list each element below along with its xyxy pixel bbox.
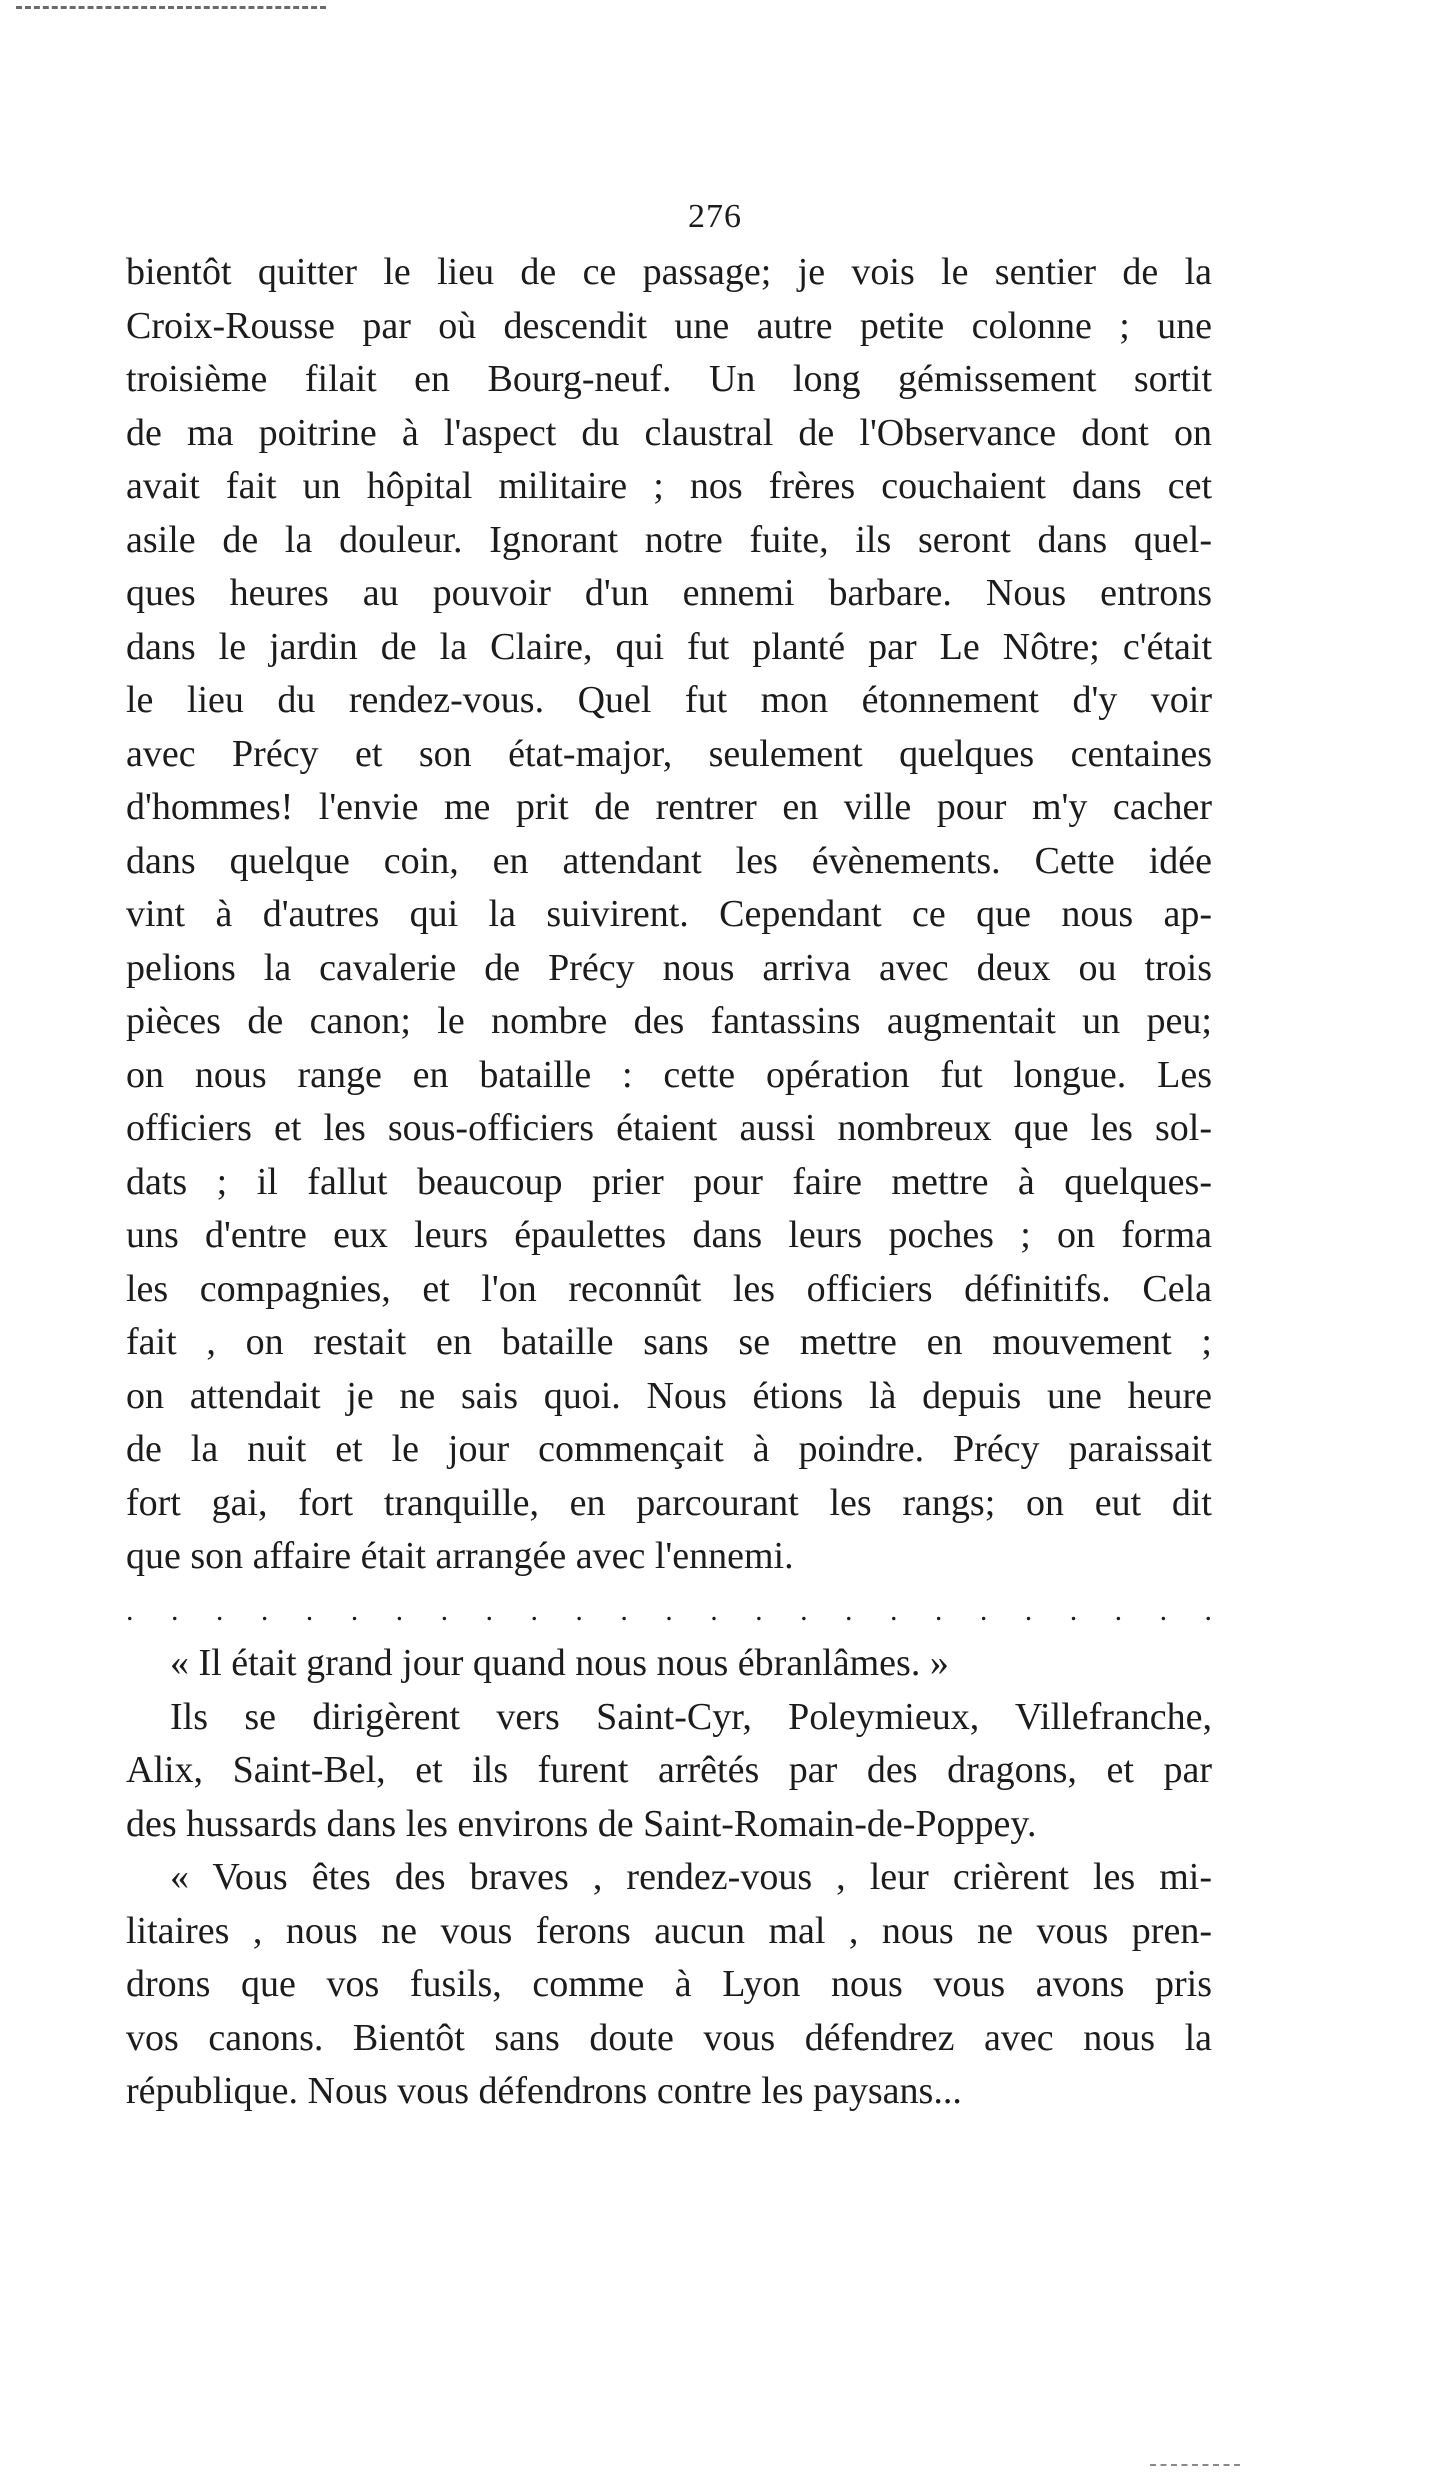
text-line: le lieu du rendez-vous. Quel fut mon étonnement d'y voir bbox=[126, 679, 1212, 721]
text-line: vint à d'autres qui la suivirent. Cependant ce que nous ap- bbox=[126, 893, 1212, 935]
text-line: république. Nous vous défendrons contre les paysans... bbox=[126, 2070, 962, 2112]
top-dashed-rule bbox=[16, 6, 326, 13]
text-line: d'hommes! l'envie me prit de rentrer en ville pour m'y cacher bbox=[126, 786, 1212, 828]
text-line: avait fait un hôpital militaire ; nos frères couchaient dans cet bbox=[126, 465, 1212, 507]
text-line: des hussards dans les environs de Saint-Romain-de-Poppey. bbox=[126, 1802, 1037, 1845]
text-line: uns d'entre eux leurs épaulettes dans leurs poches ; on forma bbox=[126, 1214, 1212, 1256]
paragraph-main bbox=[126, 246, 1212, 1584]
text-line: que son affaire était arrangée avec l'ennemi. bbox=[126, 1535, 794, 1577]
text-line: fort gai, fort tranquille, en parcourant les rangs; on eut dit bbox=[126, 1481, 1212, 1524]
text-line: avec Précy et son état-major, seulement quelques centaines bbox=[126, 732, 1212, 775]
page-body bbox=[126, 246, 1212, 2119]
text-line: « Vous êtes des braves , rendez-vous , leur crièrent les mi- bbox=[170, 1856, 1212, 1898]
text-line: bientôt quitter le lieu de ce passage; je vois le sentier de la bbox=[126, 251, 1212, 293]
ellipsis-dots-line: . . . . . . . . . . . . . . . . . . . . . . . . . bbox=[126, 1593, 1212, 1627]
text-line: pelions la cavalerie de Précy nous arriva avec deux ou trois bbox=[126, 946, 1212, 989]
text-line: troisième filait en Bourg-neuf. Un long gémissement sortit bbox=[126, 358, 1212, 400]
text-line: de ma poitrine à l'aspect du claustral de l'Observance dont on bbox=[126, 411, 1212, 454]
text-line: officiers et les sous-officiers étaient aussi nombreux que les sol- bbox=[126, 1107, 1212, 1149]
text-line: Ils se dirigèrent vers Saint-Cyr, Poleymieux, Villefranche, bbox=[170, 1695, 1212, 1738]
text-line: dans le jardin de la Claire, qui fut planté par Le Nôtre; c'était bbox=[126, 625, 1212, 668]
bottom-dashed-marks bbox=[1150, 2464, 1240, 2466]
text-line: les compagnies, et l'on reconnût les officiers définitifs. Cela bbox=[126, 1267, 1212, 1310]
text-line: Croix-Rousse par où descendit une autre petite colonne ; une bbox=[126, 304, 1212, 347]
text-line: on nous range en bataille : cette opération fut longue. Les bbox=[126, 1053, 1212, 1096]
text-line: drons que vos fusils, comme à Lyon nous vous avons pris bbox=[126, 1963, 1212, 2005]
text-line: ques heures au pouvoir d'un ennemi barbare. Nous entrons bbox=[126, 572, 1212, 614]
text-line: vos canons. Bientôt sans doute vous défendrez avec nous la bbox=[126, 2016, 1212, 2059]
text-line: « Il était grand jour quand nous nous ébranlâmes. » bbox=[170, 1642, 949, 1684]
text-line: on attendait je ne sais quoi. Nous étions là depuis une heure bbox=[126, 1374, 1212, 1417]
text-line: de la nuit et le jour commençait à poindre. Précy paraissait bbox=[126, 1428, 1212, 1470]
text-line: asile de la douleur. Ignorant notre fuite, ils seront dans quel- bbox=[126, 518, 1212, 561]
text-line: litaires , nous ne vous ferons aucun mal , nous ne vous pren- bbox=[126, 1909, 1212, 1952]
text-line: Alix, Saint-Bel, et ils furent arrêtés par des dragons, et par bbox=[126, 1749, 1212, 1791]
paragraph-after-dots bbox=[126, 1637, 1212, 2119]
text-line: fait , on restait en bataille sans se mettre en mouvement ; bbox=[126, 1321, 1212, 1363]
text-line: dans quelque coin, en attendant les évènements. Cette idée bbox=[126, 839, 1212, 882]
text-line: dats ; il fallut beaucoup prier pour faire mettre à quelques- bbox=[126, 1160, 1212, 1203]
text-line: pièces de canon; le nombre des fantassins augmentait un peu; bbox=[126, 1000, 1212, 1042]
page-number: 276 bbox=[688, 198, 742, 235]
